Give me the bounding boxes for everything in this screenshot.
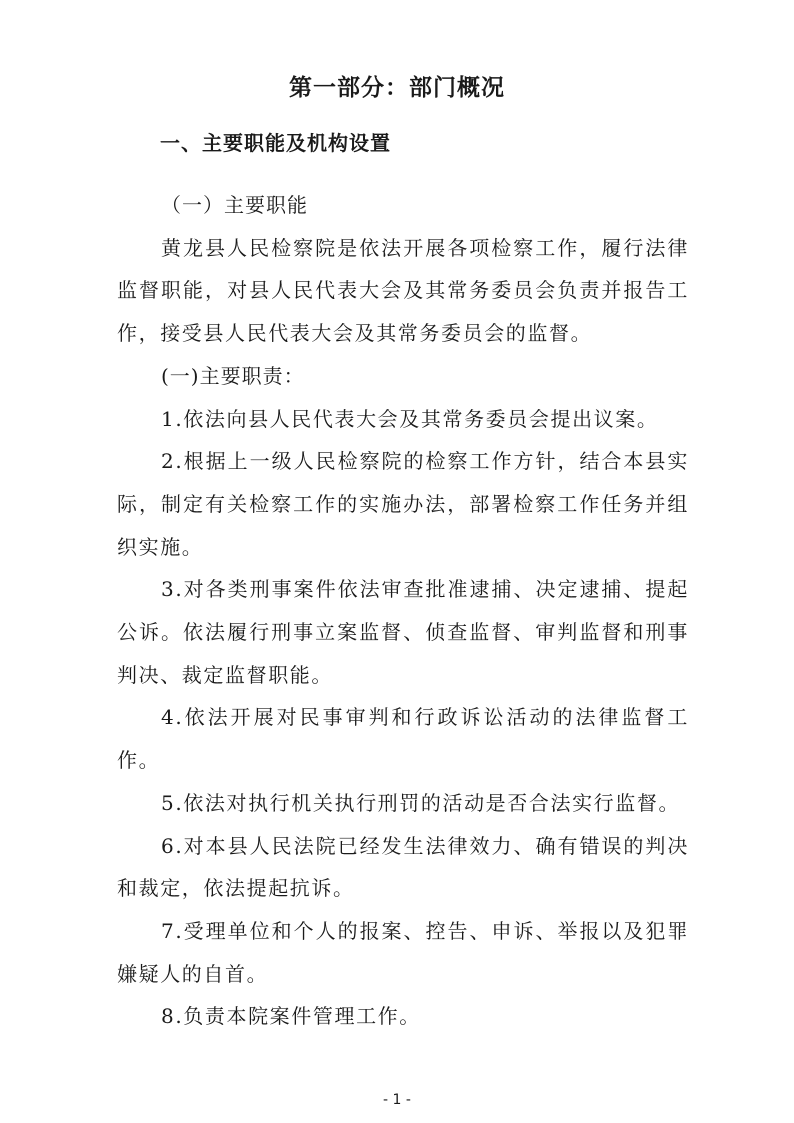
page-number: - 1 -: [383, 1092, 411, 1108]
section-heading: 一、主要职能及机构设置: [160, 131, 391, 155]
subheading-main-functions: （一）主要职能: [161, 193, 308, 217]
duty-item: 5.依法对执行机关执行刑罚的活动是否合法实行监督。: [161, 790, 681, 815]
duty-item: 8.负责本院案件管理工作。: [161, 1004, 421, 1029]
duty-item: 3.对各类刑事案件依法审查批准逮捕、决定逮捕、提起公诉。依法履行刑事立案监督、侦查监督、审判监督和刑事判决、裁定监督职能。: [117, 577, 689, 687]
subheading-main-duties: (一)主要职责：: [161, 363, 305, 388]
duty-item: 2.根据上一级人民检察院的检察工作方针，结合本县实际，制定有关检察工作的实施办法，部署检察工作任务并组织实施。: [117, 449, 689, 559]
intro-paragraph: 黄龙县人民检察院是依法开展各项检察工作，履行法律监督职能，对县人民代表大会及其常务委员会负责并报告工作，接受县人民代表大会及其常务委员会的监督。: [117, 235, 689, 346]
duty-item: 6.对本县人民法院已经发生法律效力、确有错误的判决和裁定，依法提起抗诉。: [117, 833, 689, 901]
page-title: 第一部分：部门概况: [289, 75, 505, 101]
document-body: [117, 184, 689, 1038]
duty-item: 4.依法开展对民事审判和行政诉讼活动的法律监督工作。: [117, 705, 689, 773]
duty-item: 7.受理单位和个人的报案、控告、申诉、举报以及犯罪嫌疑人的自首。: [117, 918, 689, 986]
duty-item: 1.依法向县人民代表大会及其常务委员会提出议案。: [161, 406, 659, 431]
